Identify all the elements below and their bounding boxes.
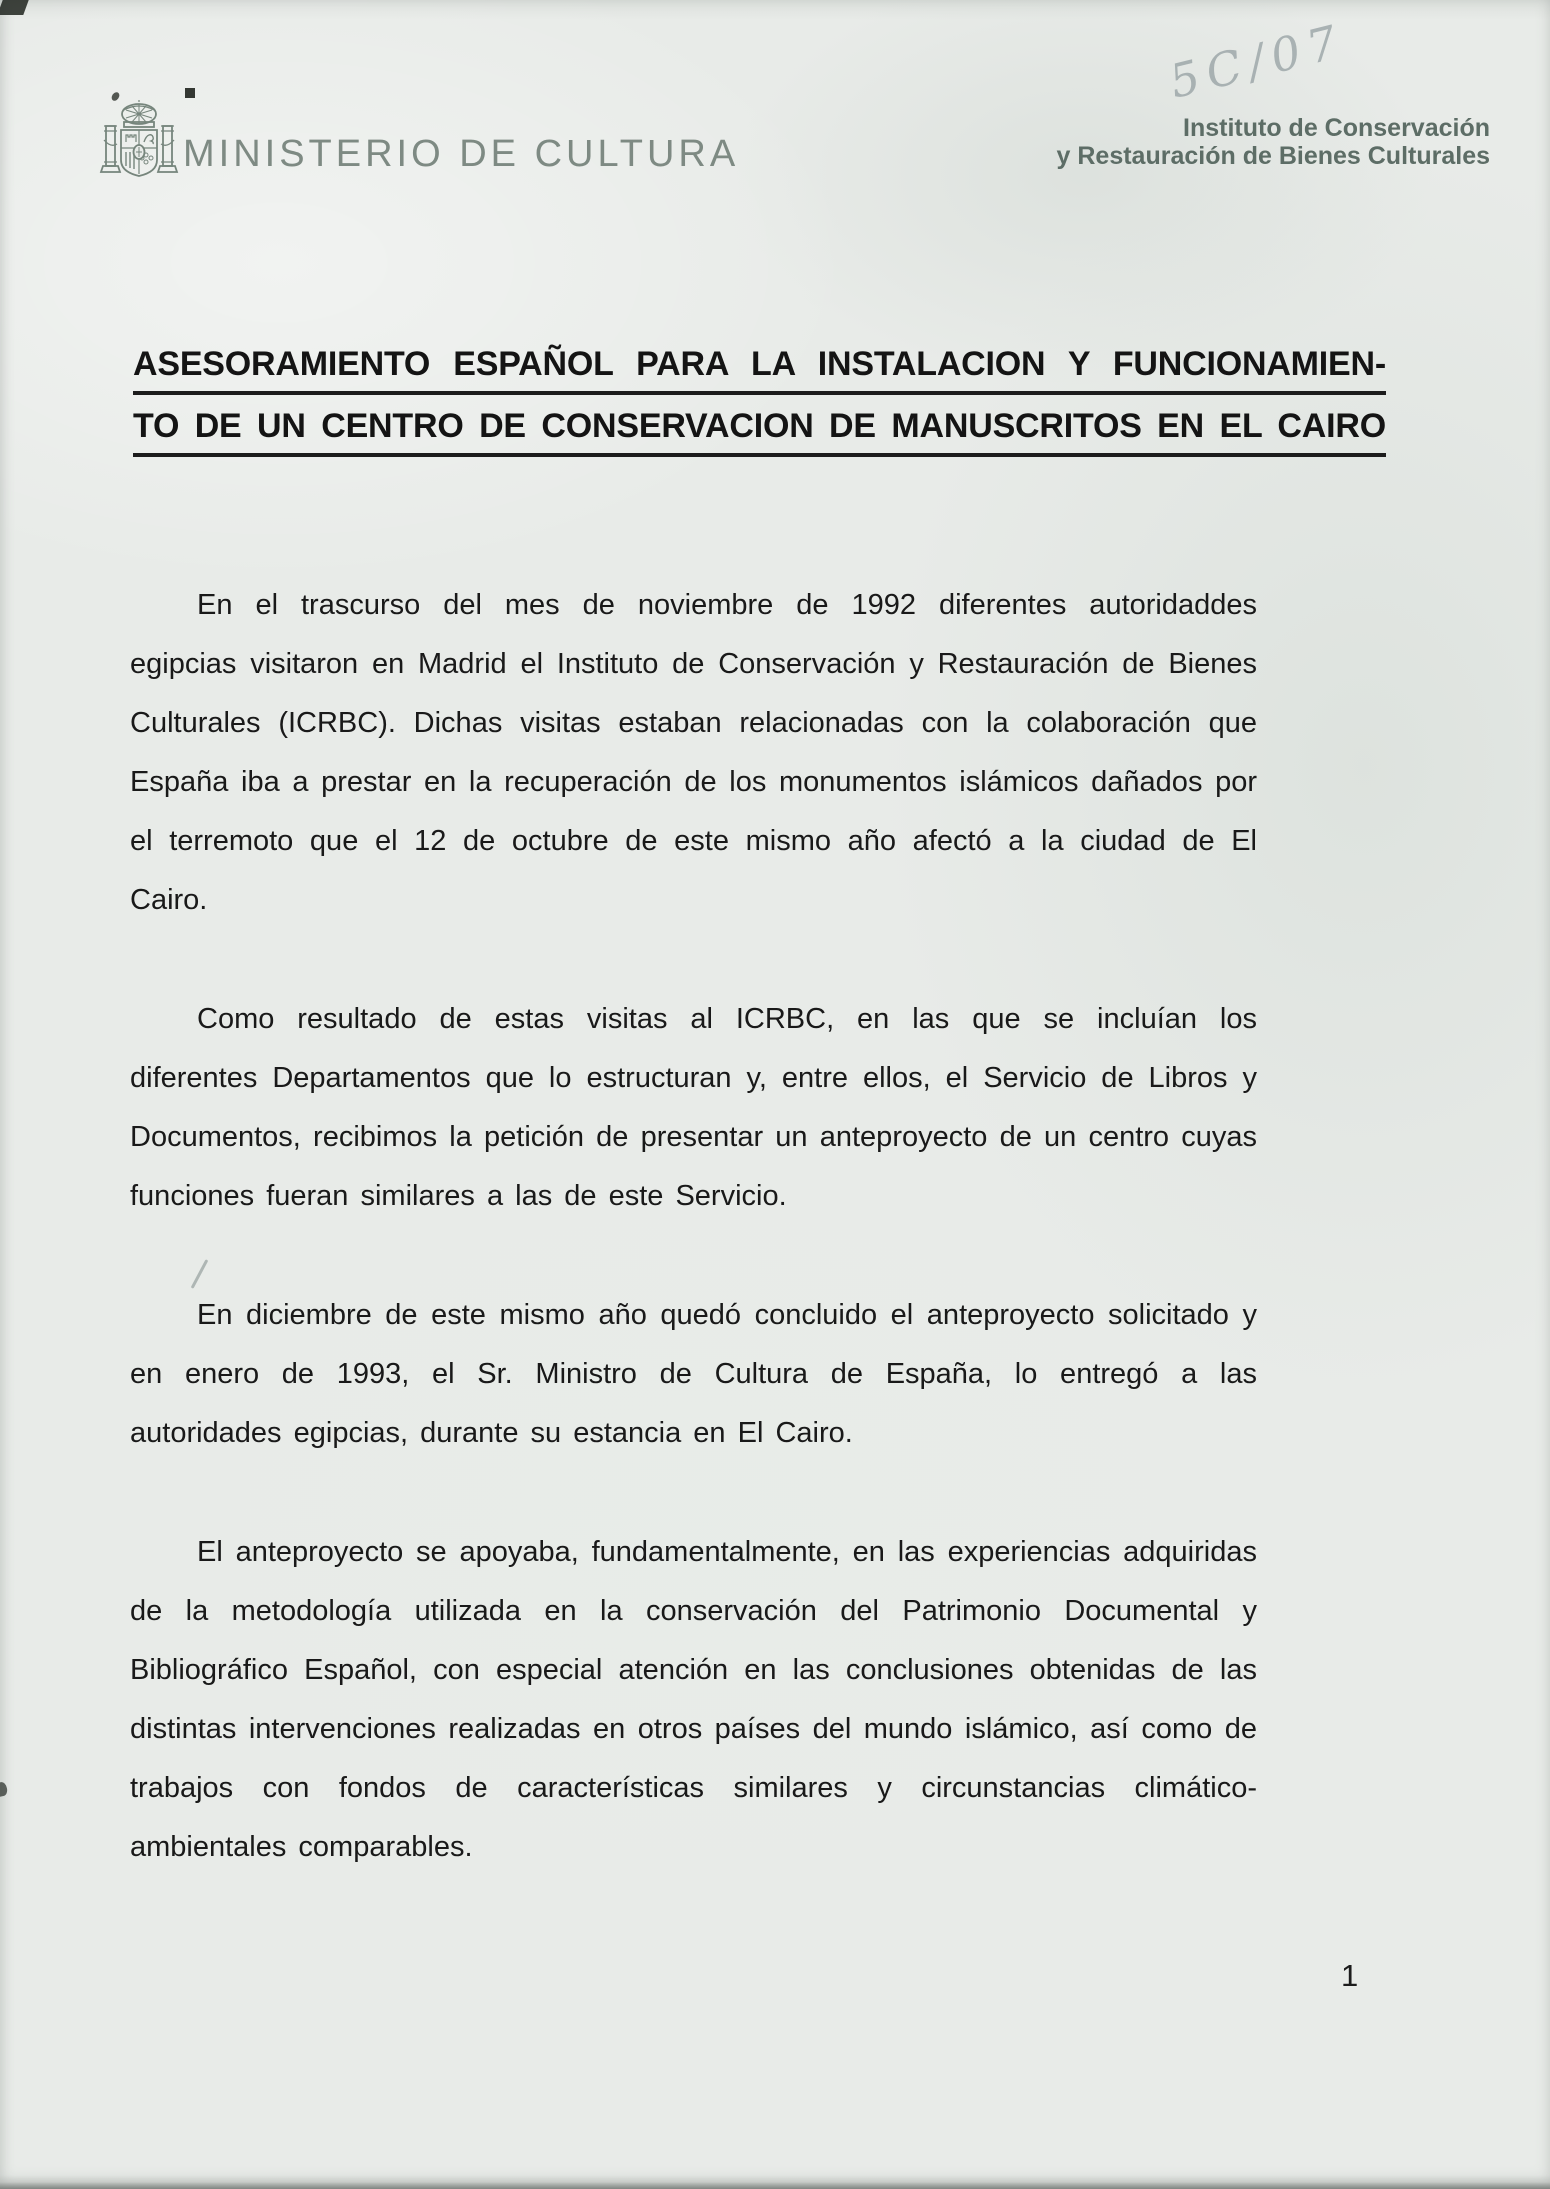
institute-line1: Instituto de Conservación [1183,114,1490,142]
ministry-coat-of-arms-icon [94,100,184,198]
page-number: 1 [1341,1958,1359,1993]
paragraph-4: El anteproyecto se apoyaba, fundamentalmente, en las experiencias adquiridas de la metodología utilizada en la conservación del Patrimonio Documental y Bibliográfico Español, con especial atención en las conclusiones obtenidas de las distintas intervenciones realizadas en otros países del mundo islámico, así como de trabajos con fondos de características similares y circunstancias climático-ambientales comparables. [130,1536,1257,1863]
scan-artifact-edge [0,1781,8,1797]
document-body [130,576,1257,1937]
paragraph-2: Como resultado de estas visitas al ICRBC, en las que se incluían los diferentes Departamentos que lo estructuran y, entre ellos, el Servicio de Libros y Documentos, recibimos la petición de presentar un anteproyecto de un centro cuyas funciones fueran similares a las de este Servicio. [130,1003,1257,1212]
paragraph-3: En diciembre de este mismo año quedó concluido el anteproyecto solicitado y en enero de 1993, el Sr. Ministro de Cultura de España, lo entregó a las autoridades egipcias, durante su estancia en El Cairo. [130,1299,1257,1449]
scan-artifact-square [185,88,195,98]
document-title-line1: ASESORAMIENTO ESPAÑOL PARA LA INSTALACION Y FUNCIONAMIEN- [133,344,1386,395]
document-title-line2: TO DE UN CENTRO DE CONSERVACION DE MANUSCRITOS EN EL CAIRO [133,406,1386,457]
document-title [133,344,1386,468]
paragraph-1: En el trascurso del mes de noviembre de 1992 diferentes autoridaddes egipcias visitaron en Madrid el Instituto de Conservación y Restauración de Bienes Culturales (ICRBC). Dichas visitas estaban relacionadas con la colaboración que España iba a prestar en la recuperación de los monumentos islámicos dañados por el terremoto que el 12 de octubre de este mismo año afectó a la ciudad de El Cairo. [130,589,1257,916]
ministry-name: MINISTERIO DE CULTURA [183,133,740,175]
institute-line2: y Restauración de Bienes Culturales [1056,142,1490,170]
handwritten-reference-code: 5C/07 [1164,13,1351,109]
institute-name [1057,114,1490,170]
scan-bottom-shadow [0,2182,1550,2189]
scan-artifact-corner [0,0,29,15]
